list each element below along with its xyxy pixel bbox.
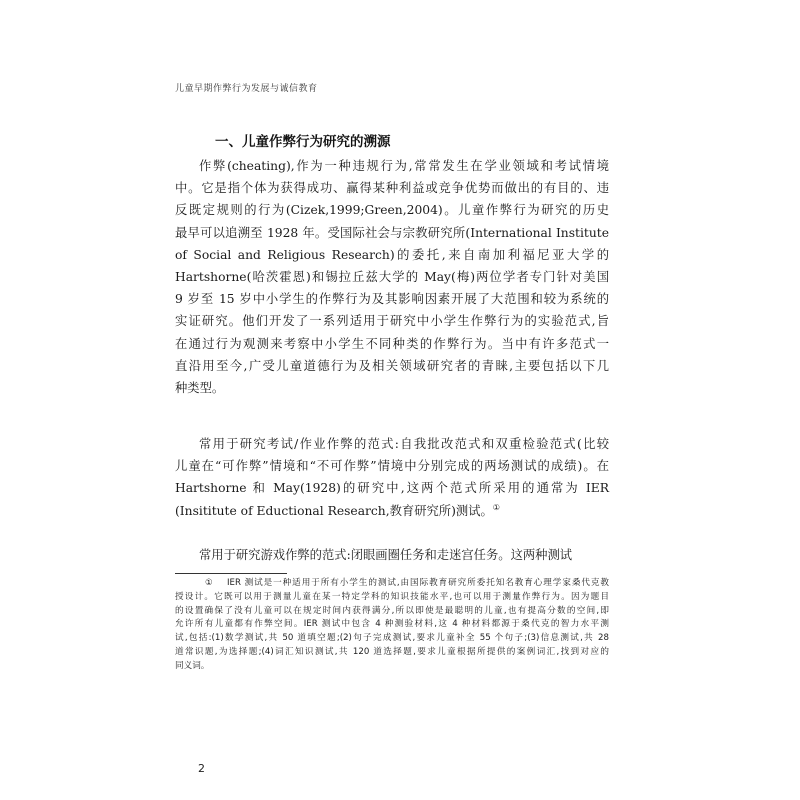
paragraph-line: 常用于研究考试/作业作弊的范式:自我批改范式和双重检验范式(比较 <box>199 437 609 451</box>
footnote-divider <box>175 573 287 574</box>
page-number: 2 <box>198 762 205 775</box>
paragraph-line: 中。它是指个体为获得成功、赢得某种利益或竞争优势而做出的有目的、违 <box>175 181 609 196</box>
paragraph-line: 种类型。 <box>175 380 225 395</box>
paragraph-line: of Social and Religious Research)的委托,来自南加利福尼亚大学的 <box>175 247 609 262</box>
paragraph-line: Hartshorne(哈茨霍恩)和锡拉丘兹大学的 May(梅)两位学者专门针对美国 <box>175 269 609 284</box>
paragraph-line: 实证研究。他们开发了一系列适用于研究中小学生作弊行为的实验范式,旨 <box>175 314 609 329</box>
footnote-text: IER 测试是一种适用于所有小学生的测试,由国际教育研究所委托知名教育心理学家桑代克教 <box>227 578 609 588</box>
paragraph-line: 儿童在“可作弊”情境和“不可作弊”情境中分别完成的两场测试的成绩)。在 <box>175 459 609 474</box>
paragraph-line-with-ref <box>175 500 609 522</box>
running-header: 儿童早期作弊行为发展与诚信教育 <box>175 84 318 94</box>
footnote-line: 同义词。 <box>175 660 210 671</box>
footnote-line: 授设计。它既可以用于测量儿童在某一特定学科的知识技能水平,也可以用于测量作弊行为。因为题目 <box>175 591 609 602</box>
paragraph-line: Hartshorne 和 May(1928)的研究中,这两个范式所采用的通常为 IER <box>175 481 609 496</box>
footnote-line: 允许所有儿童都有作弊空间。IER 测试中包含 4 种测验材料,这 4 种材料都源于桑代克的智力水平测 <box>175 619 609 630</box>
paragraph-line: (Insititute of Eductional Research,教育研究所)测试。 <box>175 503 493 518</box>
footnote-line: 试,包括:(1)数学测试,共 50 道填空题;(2)句子完成测试,要求儿童补全 55 个句子;(3)信息测试,共 28 <box>175 633 609 644</box>
paragraph-3 <box>175 544 609 566</box>
footnote-line: 道常识题,为选择题;(4)词汇知识测试,共 120 道选择题,要求儿童根据所提供的案例词汇,找到对应的 <box>175 646 609 657</box>
paragraph-line: 9 岁至 15 岁中小学生的作弊行为及其影响因素开展了大范围和较为系统的 <box>175 292 609 307</box>
footnote-block <box>175 577 609 674</box>
paragraph-2 <box>175 433 609 522</box>
paragraph-line: 在通过行为观测来考察中小学生不同种类的作弊行为。当中有许多范式一 <box>175 336 609 351</box>
paragraph-line: 反既定规则的行为(Cizek,1999;Green,2004)。儿童作弊行为研究的历史 <box>175 203 609 218</box>
footnote-reference[interactable]: ① <box>492 502 500 512</box>
section-heading: 一、儿童作弊行为研究的溯源 <box>215 134 391 150</box>
paragraph-line: 直沿用至今,广受儿童道德行为及相关领域研究者的青睐,主要包括以下几 <box>175 358 609 373</box>
paragraph-line: 最早可以追溯至 1928 年。受国际社会与宗教研究所(International Institute <box>175 225 609 240</box>
paragraph-line: 作弊(cheating),作为一种违规行为,常常发生在学业领域和考试情境 <box>199 159 609 173</box>
footnote-line: 的设置确保了没有儿童可以在规定时间内获得满分,所以即使是最聪明的儿童,也有提高分数的空间,即 <box>175 605 609 616</box>
footnote-line <box>175 577 609 591</box>
footnote-mark: ① <box>205 578 213 588</box>
paragraph-line: 常用于研究游戏作弊的范式:闭眼画圈任务和走迷宫任务。这两种测试 <box>199 548 573 562</box>
paragraph-1 <box>175 155 609 399</box>
